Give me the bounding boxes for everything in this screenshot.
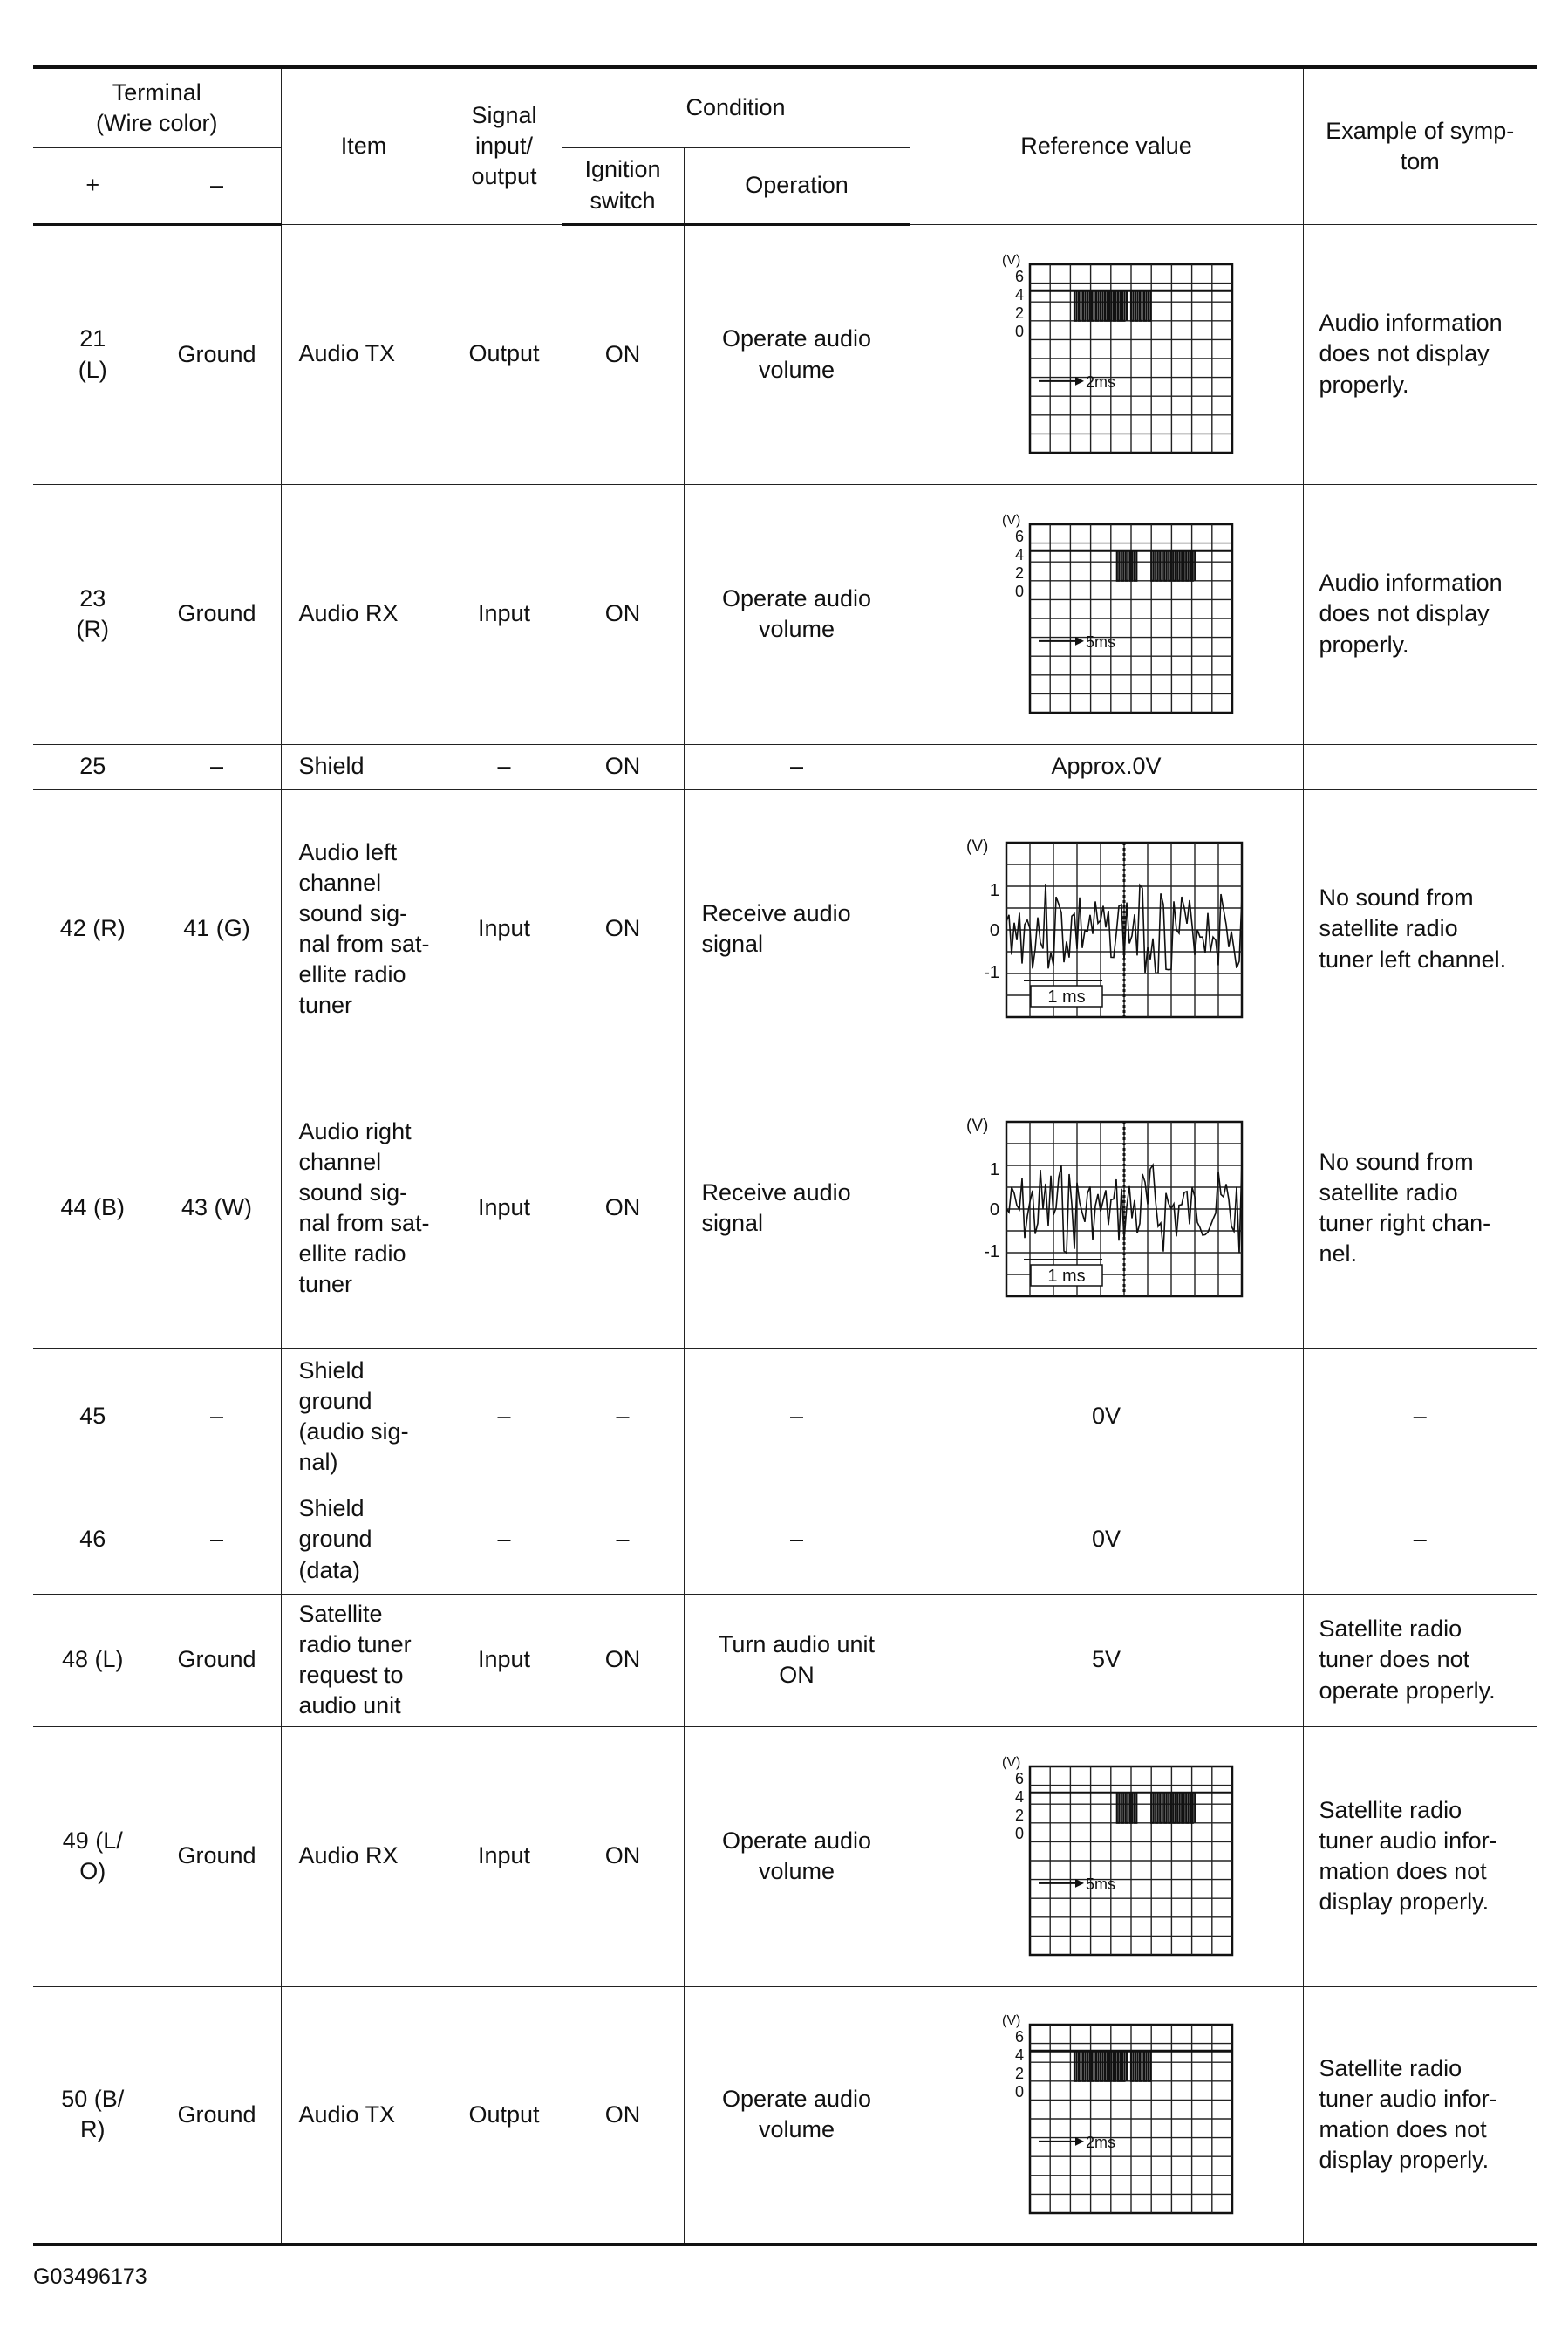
cell-symptom: Audio information does not display properly. [1303, 484, 1537, 744]
cell-operation: Turn audio unit ON [684, 1594, 910, 1726]
cell-signal: Output [447, 1986, 562, 2244]
cell-item: Audio right channel sound sig- nal from sat- ellite radio tuner [281, 1069, 447, 1348]
cell-minus: 41 (G) [153, 789, 281, 1069]
data-burst-trace [1131, 290, 1151, 321]
cell-ignition: ON [562, 484, 684, 744]
scope-tick-label: 6 [1014, 2027, 1024, 2046]
header-reference: Reference value [910, 67, 1303, 224]
cell-signal: Input [447, 484, 562, 744]
scope-tick-label: 0 [989, 921, 999, 940]
cell-item: Shield ground (data) [281, 1486, 447, 1594]
scope-unit-label: (V) [965, 1117, 988, 1135]
cell-symptom: No sound from satellite radio tuner left channel. [1303, 789, 1537, 1069]
table-row [33, 744, 1537, 789]
table-row [33, 789, 1537, 1069]
cell-item: Audio TX [281, 1986, 447, 2244]
cell-minus: Ground [153, 484, 281, 744]
time-scale-label: 5ms [1085, 632, 1115, 651]
cell-plus: 48 (L) [33, 1594, 153, 1726]
cell-operation: Operate audio volume [684, 224, 910, 484]
cell-minus: Ground [153, 224, 281, 484]
oscilloscope-waveform-tx-2ms [976, 252, 1237, 457]
data-burst-trace [1074, 2051, 1127, 2081]
terminal-table-sheet [33, 65, 1537, 2246]
data-burst-trace [1116, 1793, 1136, 1823]
data-burst-trace [1131, 2051, 1151, 2081]
cell-symptom: No sound from satellite radio tuner right chan- nel. [1303, 1069, 1537, 1348]
time-scale-arrowhead [1075, 636, 1084, 645]
scope-tick-label: 6 [1014, 527, 1024, 545]
cell-reference [910, 224, 1303, 484]
scope-tick-label: 2 [1014, 1806, 1024, 1824]
cell-operation: Operate audio volume [684, 484, 910, 744]
scope-tick-label: 2 [1014, 304, 1024, 322]
time-scale-label: 1 ms [1046, 1267, 1086, 1286]
scope-tick-label: 0 [1014, 322, 1024, 340]
cell-item: Audio RX [281, 484, 447, 744]
cell-signal: – [447, 744, 562, 789]
cell-signal: Input [447, 1069, 562, 1348]
cell-operation: – [684, 744, 910, 789]
header-signal: Signal input/ output [447, 67, 562, 224]
time-scale-arrowhead [1075, 2137, 1084, 2146]
cell-minus: 43 (W) [153, 1069, 281, 1348]
cell-symptom: Satellite radio tuner audio infor- mation does not display properly. [1303, 1986, 1537, 2244]
scope-unit-label: (V) [1001, 1754, 1020, 1770]
cell-ignition: ON [562, 789, 684, 1069]
cell-symptom: Satellite radio tuner does not operate properly. [1303, 1594, 1537, 1726]
cell-ignition: ON [562, 224, 684, 484]
cell-reference: Approx.0V [910, 744, 1303, 789]
cell-signal: – [447, 1486, 562, 1594]
oscilloscope-waveform-audio-right [963, 1111, 1251, 1305]
scope-tick-label: -1 [983, 1242, 999, 1261]
figure-code: G03496173 [33, 2265, 147, 2289]
cell-minus: Ground [153, 1726, 281, 1986]
cell-operation: Receive audio signal [684, 789, 910, 1069]
table-row [33, 1726, 1537, 1986]
oscilloscope-waveform-rx-5ms [976, 512, 1237, 717]
cell-item: Satellite radio tuner request to audio unit [281, 1594, 447, 1726]
cell-symptom: Audio information does not display properly. [1303, 224, 1537, 484]
cell-minus: – [153, 1348, 281, 1486]
cell-item: Audio left channel sound sig- nal from sat- ellite radio tuner [281, 789, 447, 1069]
table-row [33, 1986, 1537, 2244]
cell-reference: 0V [910, 1348, 1303, 1486]
oscilloscope-waveform-audio-left [963, 832, 1251, 1026]
oscilloscope-waveform-rx-5ms [976, 1754, 1237, 1959]
cell-signal: – [447, 1348, 562, 1486]
cell-reference [910, 1069, 1303, 1348]
cell-reference [910, 484, 1303, 744]
header-symptom: Example of symp- tom [1303, 67, 1537, 224]
cell-reference [910, 1726, 1303, 1986]
scope-tick-label: 0 [1014, 2082, 1024, 2101]
header-terminal: Terminal (Wire color) [33, 67, 281, 147]
time-scale-label: 2ms [1085, 372, 1115, 391]
cell-minus: – [153, 744, 281, 789]
time-scale-label: 2ms [1085, 2133, 1115, 2151]
header-ignition: Ignition switch [562, 147, 684, 224]
scope-unit-label: (V) [965, 837, 988, 856]
cell-plus: 45 [33, 1348, 153, 1486]
cell-symptom [1303, 744, 1537, 789]
scope-unit-label: (V) [1001, 512, 1020, 528]
cell-plus: 23 (R) [33, 484, 153, 744]
cell-ignition: ON [562, 1726, 684, 1986]
scope-tick-label: 1 [989, 881, 999, 900]
data-burst-trace [1074, 290, 1127, 321]
cell-ignition: ON [562, 1986, 684, 2244]
scope-tick-label: 1 [989, 1160, 999, 1179]
cell-ignition: – [562, 1486, 684, 1594]
cell-signal: Input [447, 789, 562, 1069]
cell-signal: Input [447, 1726, 562, 1986]
scope-unit-label: (V) [1001, 2012, 1020, 2028]
cell-symptom: – [1303, 1348, 1537, 1486]
header-operation: Operation [684, 147, 910, 224]
scope-tick-label: 0 [1014, 1824, 1024, 1842]
cell-plus: 21 (L) [33, 224, 153, 484]
header-condition: Condition [562, 67, 910, 147]
data-burst-trace [1151, 550, 1195, 581]
cell-reference: 5V [910, 1594, 1303, 1726]
scope-tick-label: 6 [1014, 1769, 1024, 1787]
cell-item: Audio RX [281, 1726, 447, 1986]
time-scale-arrowhead [1075, 376, 1084, 385]
table-row [33, 484, 1537, 744]
scope-tick-label: 6 [1014, 267, 1024, 285]
scope-tick-label: 4 [1014, 285, 1024, 304]
scope-tick-label: 4 [1014, 1787, 1024, 1806]
terminal-reference-table [33, 65, 1537, 2246]
table-row [33, 224, 1537, 484]
cell-signal: Input [447, 1594, 562, 1726]
table-row [33, 1348, 1537, 1486]
cell-symptom: Satellite radio tuner audio infor- mation does not display properly. [1303, 1726, 1537, 1986]
table-row [33, 1594, 1537, 1726]
table-row [33, 1069, 1537, 1348]
cell-minus: Ground [153, 1986, 281, 2244]
cell-ignition: ON [562, 744, 684, 789]
cell-plus: 42 (R) [33, 789, 153, 1069]
header-item: Item [281, 67, 447, 224]
cell-reference: 0V [910, 1486, 1303, 1594]
cell-plus: 46 [33, 1486, 153, 1594]
cell-operation: Receive audio signal [684, 1069, 910, 1348]
table-row [33, 1486, 1537, 1594]
cell-minus: – [153, 1486, 281, 1594]
cell-ignition: – [562, 1348, 684, 1486]
cell-minus: Ground [153, 1594, 281, 1726]
time-scale-label: 5ms [1085, 1875, 1115, 1893]
cell-operation: – [684, 1348, 910, 1486]
cell-operation: – [684, 1486, 910, 1594]
time-scale-label: 1 ms [1046, 987, 1086, 1007]
cell-reference [910, 1986, 1303, 2244]
cell-plus: 44 (B) [33, 1069, 153, 1348]
cell-ignition: ON [562, 1594, 684, 1726]
scope-unit-label: (V) [1001, 252, 1020, 268]
cell-operation: Operate audio volume [684, 1986, 910, 2244]
cell-operation: Operate audio volume [684, 1726, 910, 1986]
cell-plus: 50 (B/ R) [33, 1986, 153, 2244]
cell-plus: 25 [33, 744, 153, 789]
scope-tick-label: -1 [983, 963, 999, 982]
cell-reference [910, 789, 1303, 1069]
header-plus: + [33, 147, 153, 224]
oscilloscope-waveform-tx-2ms [976, 2012, 1237, 2217]
scope-tick-label: 0 [1014, 582, 1024, 600]
cell-item: Audio TX [281, 224, 447, 484]
cell-ignition: ON [562, 1069, 684, 1348]
header-minus: – [153, 147, 281, 224]
cell-item: Shield [281, 744, 447, 789]
scope-tick-label: 0 [989, 1200, 999, 1219]
scope-tick-label: 4 [1014, 2046, 1024, 2064]
scope-tick-label: 2 [1014, 2064, 1024, 2082]
time-scale-arrowhead [1075, 1878, 1084, 1887]
cell-plus: 49 (L/ O) [33, 1726, 153, 1986]
scope-tick-label: 2 [1014, 564, 1024, 582]
scope-tick-label: 4 [1014, 545, 1024, 564]
data-burst-trace [1151, 1793, 1195, 1823]
cell-item: Shield ground (audio sig- nal) [281, 1348, 447, 1486]
cell-symptom: – [1303, 1486, 1537, 1594]
cell-signal: Output [447, 224, 562, 484]
data-burst-trace [1116, 550, 1136, 581]
